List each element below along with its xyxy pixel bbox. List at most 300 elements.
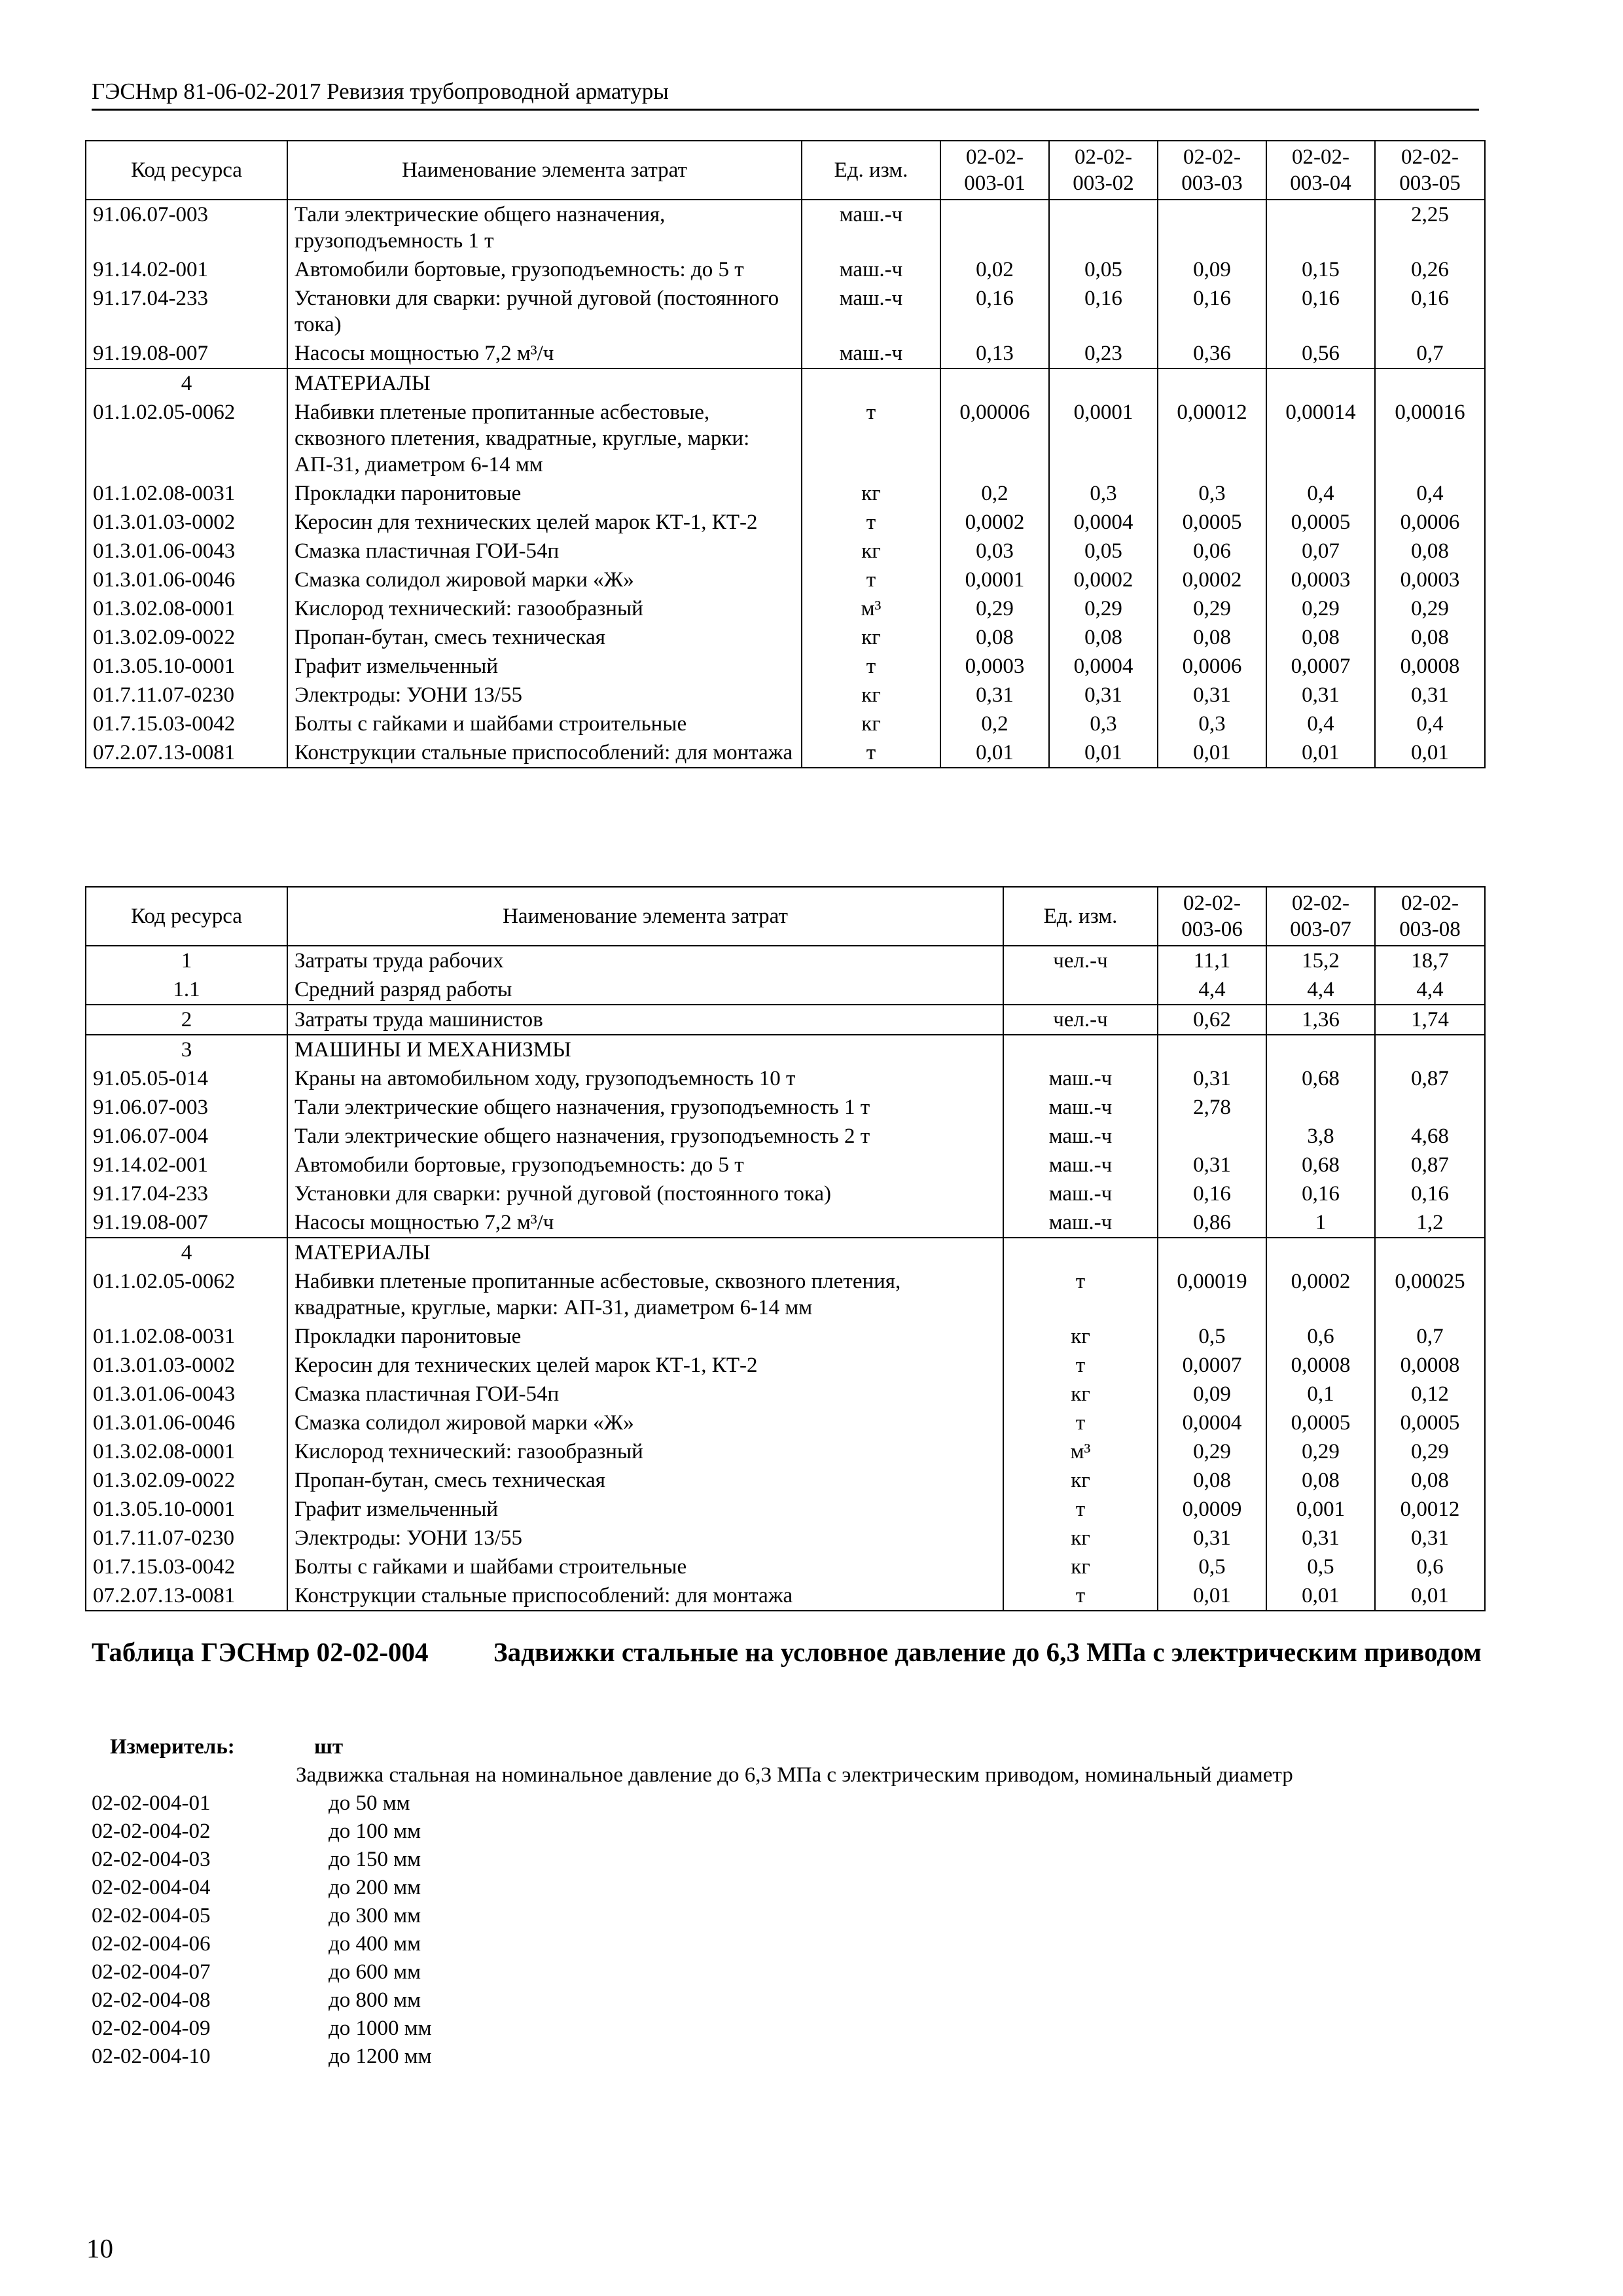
meter-item-text: до 150 мм xyxy=(329,1848,421,1871)
value-cell xyxy=(1266,368,1375,398)
column-header: Ед. изм. xyxy=(802,141,940,200)
resource-code-cell: 01.1.02.08-0031 xyxy=(86,1322,287,1351)
unit-cell: маш.-ч xyxy=(802,284,940,339)
value-cell: 0,0004 xyxy=(1049,652,1158,681)
resource-code-cell: 07.2.07.13-0081 xyxy=(86,1581,287,1611)
value-cell: 0,01 xyxy=(940,738,1049,768)
meter-item-code: 02-02-004-01 xyxy=(92,1791,211,1815)
table-row xyxy=(86,1351,1485,1380)
unit-cell: т xyxy=(802,398,940,479)
value-cell: 0,0002 xyxy=(1049,565,1158,594)
value-cell: 0,16 xyxy=(1266,284,1375,339)
value-cell: 0,5 xyxy=(1158,1322,1266,1351)
resource-name-cell: Тали электрические общего назначения, грузоподъемность 2 т xyxy=(287,1122,1003,1151)
resource-name-cell: Керосин для технических целей марок КТ-1, КТ-2 xyxy=(287,1351,1003,1380)
resource-name-cell: Затраты труда рабочих xyxy=(287,946,1003,975)
resource-code-cell: 01.1.02.08-0031 xyxy=(86,479,287,508)
value-cell: 0,29 xyxy=(1266,594,1375,623)
value-cell: 0,31 xyxy=(1375,681,1485,709)
value-cell: 0,4 xyxy=(1266,709,1375,738)
table-row xyxy=(86,508,1485,537)
table-row xyxy=(86,594,1485,623)
unit-cell: кг xyxy=(1003,1380,1158,1408)
resource-name-cell: Конструкции стальные приспособлений: для монтажа xyxy=(287,1581,1003,1611)
table-row xyxy=(86,200,1485,255)
unit-cell: маш.-ч xyxy=(1003,1122,1158,1151)
resource-code-cell: 3 xyxy=(86,1035,287,1064)
resource-code-cell: 07.2.07.13-0081 xyxy=(86,738,287,768)
table-row xyxy=(86,1122,1485,1151)
value-cell: 0,31 xyxy=(1158,1064,1266,1093)
column-header: 02-02- 003-01 xyxy=(940,141,1049,200)
unit-cell: маш.-ч xyxy=(1003,1208,1158,1238)
value-cell xyxy=(1266,1238,1375,1267)
resource-code-cell: 91.06.07-004 xyxy=(86,1122,287,1151)
unit-cell: маш.-ч xyxy=(1003,1064,1158,1093)
column-header: 02-02- 003-03 xyxy=(1158,141,1266,200)
value-cell: 3,8 xyxy=(1266,1122,1375,1151)
value-cell: 0,3 xyxy=(1049,479,1158,508)
value-cell: 2,78 xyxy=(1158,1093,1266,1122)
value-cell: 0,01 xyxy=(1049,738,1158,768)
meter-spacer xyxy=(92,1761,296,1789)
unit-cell: чел.-ч xyxy=(1003,946,1158,975)
resource-name-cell: Средний разряд работы xyxy=(287,975,1003,1005)
value-cell: 0,26 xyxy=(1375,255,1485,284)
resource-code-cell: 01.3.01.03-0002 xyxy=(86,508,287,537)
page-header xyxy=(92,77,1479,111)
table-row xyxy=(86,1208,1485,1238)
resource-name-cell: Набивки плетеные пропитанные асбестовые, сквозного плетения, квадратные, круглые, марки: АП-31, диаметром 6-14 мм xyxy=(287,1267,1003,1322)
table-row xyxy=(86,1495,1485,1524)
table-caption-title: Задвижки стальные на условное давление до 6,3 МПа с электрическим приводом xyxy=(493,1637,1482,1667)
value-cell: 2,25 xyxy=(1375,200,1485,255)
value-cell: 0,31 xyxy=(1158,681,1266,709)
table-row xyxy=(86,284,1485,339)
unit-cell: т xyxy=(1003,1495,1158,1524)
table-caption xyxy=(92,1635,1486,1669)
resource-code-cell: 2 xyxy=(86,1005,287,1035)
table-row xyxy=(86,1179,1485,1208)
unit-cell: маш.-ч xyxy=(1003,1093,1158,1122)
meter-item-code: 02-02-004-02 xyxy=(92,1820,211,1843)
resource-code-cell: 01.3.01.03-0002 xyxy=(86,1351,287,1380)
table-row xyxy=(86,1151,1485,1179)
value-cell: 0,2 xyxy=(940,479,1049,508)
resource-code-cell: 91.19.08-007 xyxy=(86,339,287,368)
resource-code-cell: 91.17.04-233 xyxy=(86,1179,287,1208)
value-cell: 4,4 xyxy=(1158,975,1266,1005)
resource-name-cell: Кислород технический: газообразный xyxy=(287,1437,1003,1466)
meter-unit: шт xyxy=(314,1735,344,1759)
unit-cell: маш.-ч xyxy=(802,255,940,284)
meter-item-code: 02-02-004-04 xyxy=(92,1876,211,1899)
value-cell: 0,0012 xyxy=(1375,1495,1485,1524)
resource-code-cell: 01.7.11.07-0230 xyxy=(86,681,287,709)
value-cell: 0,5 xyxy=(1158,1552,1266,1581)
column-header: 02-02- 003-08 xyxy=(1375,887,1485,946)
section-row xyxy=(86,1035,1485,1064)
resource-code-cell: 91.14.02-001 xyxy=(86,1151,287,1179)
value-cell: 0,29 xyxy=(1375,594,1485,623)
value-cell: 0,07 xyxy=(1266,537,1375,565)
value-cell: 0,08 xyxy=(1266,1466,1375,1495)
meter-item xyxy=(92,1818,1486,1846)
value-cell: 1,36 xyxy=(1266,1005,1375,1035)
resource-name-cell: МАТЕРИАЛЫ xyxy=(287,1238,1003,1267)
value-cell xyxy=(1266,1093,1375,1122)
value-cell: 0,0003 xyxy=(940,652,1049,681)
value-cell: 0,31 xyxy=(1266,681,1375,709)
value-cell: 0,00016 xyxy=(1375,398,1485,479)
value-cell: 0,01 xyxy=(1158,1581,1266,1611)
table-body xyxy=(86,946,1485,1611)
value-cell: 0,4 xyxy=(1375,479,1485,508)
resource-code-cell: 01.3.02.09-0022 xyxy=(86,623,287,652)
meter-item-text: до 1200 мм xyxy=(329,2045,432,2068)
value-cell: 0,0007 xyxy=(1266,652,1375,681)
value-cell: 0,16 xyxy=(1375,1179,1485,1208)
resource-name-cell: Болты с гайками и шайбами строительные xyxy=(287,709,802,738)
value-cell xyxy=(1158,200,1266,255)
resource-name-cell: Тали электрические общего назначения, грузоподъемность 1 т xyxy=(287,1093,1003,1122)
unit-cell: т xyxy=(1003,1267,1158,1322)
resource-name-cell: Графит измельченный xyxy=(287,652,802,681)
table-caption-code: Таблица ГЭСНмр 02-02-004 xyxy=(92,1637,429,1667)
resource-name-cell: Краны на автомобильном ходу, грузоподъемность 10 т xyxy=(287,1064,1003,1093)
column-header: 02-02- 003-04 xyxy=(1266,141,1375,200)
value-cell: 0,01 xyxy=(1158,738,1266,768)
resource-name-cell: Установки для сварки: ручной дуговой (постоянного тока) xyxy=(287,1179,1003,1208)
resource-table-2 xyxy=(85,886,1486,1611)
meter-item xyxy=(92,1958,1486,1986)
unit-cell: маш.-ч xyxy=(1003,1151,1158,1179)
column-header: Ед. изм. xyxy=(1003,887,1158,946)
value-cell: 0,3 xyxy=(1158,709,1266,738)
meter-block xyxy=(92,1733,1486,2071)
table-row xyxy=(86,339,1485,368)
value-cell xyxy=(1158,1238,1266,1267)
resource-name-cell: Графит измельченный xyxy=(287,1495,1003,1524)
unit-cell: т xyxy=(1003,1351,1158,1380)
column-header: 02-02- 003-07 xyxy=(1266,887,1375,946)
value-cell: 0,16 xyxy=(940,284,1049,339)
value-cell xyxy=(940,200,1049,255)
value-cell xyxy=(1375,368,1485,398)
value-cell: 0,68 xyxy=(1266,1064,1375,1093)
value-cell: 0,09 xyxy=(1158,1380,1266,1408)
page-number: 10 xyxy=(86,2233,113,2263)
resource-code-cell: 01.1.02.05-0062 xyxy=(86,1267,287,1322)
resource-name-cell: Смазка пластичная ГОИ-54п xyxy=(287,537,802,565)
value-cell: 0,16 xyxy=(1375,284,1485,339)
unit-cell: т xyxy=(802,652,940,681)
table-row xyxy=(86,1267,1485,1322)
value-cell: 0,00025 xyxy=(1375,1267,1485,1322)
meter-item xyxy=(92,1986,1486,2015)
resource-code-cell: 01.3.05.10-0001 xyxy=(86,652,287,681)
value-cell: 0,4 xyxy=(1266,479,1375,508)
resource-code-cell: 1.1 xyxy=(86,975,287,1005)
meter-item xyxy=(92,1902,1486,1930)
value-cell: 0,13 xyxy=(940,339,1049,368)
resource-name-cell: Электроды: УОНИ 13/55 xyxy=(287,681,802,709)
resource-code-cell: 01.3.01.06-0046 xyxy=(86,1408,287,1437)
value-cell: 0,5 xyxy=(1266,1552,1375,1581)
resource-code-cell: 4 xyxy=(86,368,287,398)
value-cell: 0,0006 xyxy=(1375,508,1485,537)
value-cell: 18,7 xyxy=(1375,946,1485,975)
value-cell: 0,03 xyxy=(940,537,1049,565)
unit-cell: чел.-ч xyxy=(1003,1005,1158,1035)
value-cell: 0,0002 xyxy=(1158,565,1266,594)
value-cell: 0,0008 xyxy=(1375,1351,1485,1380)
resource-name-cell: Смазка пластичная ГОИ-54п xyxy=(287,1380,1003,1408)
meter-item xyxy=(92,2015,1486,2043)
resource-table-1 xyxy=(85,140,1486,768)
value-cell: 0,0009 xyxy=(1158,1495,1266,1524)
table-row xyxy=(86,652,1485,681)
value-cell: 11,1 xyxy=(1158,946,1266,975)
unit-cell: т xyxy=(802,565,940,594)
resource-code-cell: 91.19.08-007 xyxy=(86,1208,287,1238)
value-cell xyxy=(1375,1238,1485,1267)
resource-name-cell: Насосы мощностью 7,2 м³/ч xyxy=(287,1208,1003,1238)
unit-cell: т xyxy=(802,508,940,537)
table-row xyxy=(86,738,1485,768)
unit-cell: м³ xyxy=(802,594,940,623)
table-row xyxy=(86,1437,1485,1466)
table-row xyxy=(86,1322,1485,1351)
value-cell: 0,56 xyxy=(1266,339,1375,368)
value-cell: 0,31 xyxy=(1266,1524,1375,1552)
resource-name-cell: Пропан-бутан, смесь техническая xyxy=(287,623,802,652)
value-cell: 4,4 xyxy=(1375,975,1485,1005)
value-cell: 0,0003 xyxy=(1375,565,1485,594)
value-cell: 0,0004 xyxy=(1158,1408,1266,1437)
column-header: Наименование элемента затрат xyxy=(287,887,1003,946)
resource-code-cell: 01.7.15.03-0042 xyxy=(86,1552,287,1581)
meter-row xyxy=(92,1733,1486,1761)
meter-item xyxy=(92,1846,1486,1874)
meter-item-text: до 50 мм xyxy=(329,1791,410,1815)
resource-name-cell: Керосин для технических целей марок КТ-1, КТ-2 xyxy=(287,508,802,537)
column-header: 02-02- 003-02 xyxy=(1049,141,1158,200)
value-cell: 1,74 xyxy=(1375,1005,1485,1035)
resource-code-cell: 01.3.01.06-0043 xyxy=(86,1380,287,1408)
value-cell: 0,0008 xyxy=(1375,652,1485,681)
section-row xyxy=(86,946,1485,975)
unit-cell: кг xyxy=(802,479,940,508)
value-cell: 0,86 xyxy=(1158,1208,1266,1238)
column-header: 02-02- 003-05 xyxy=(1375,141,1485,200)
unit-cell: маш.-ч xyxy=(1003,1179,1158,1208)
resource-name-cell: Затраты труда машинистов xyxy=(287,1005,1003,1035)
value-cell: 0,0004 xyxy=(1049,508,1158,537)
resource-code-cell: 91.05.05-014 xyxy=(86,1064,287,1093)
value-cell: 15,2 xyxy=(1266,946,1375,975)
value-cell: 0,0001 xyxy=(940,565,1049,594)
value-cell: 0,31 xyxy=(1049,681,1158,709)
value-cell: 0,00019 xyxy=(1158,1267,1266,1322)
value-cell: 0,29 xyxy=(1158,1437,1266,1466)
value-cell: 0,7 xyxy=(1375,339,1485,368)
value-cell: 0,00006 xyxy=(940,398,1049,479)
table-row xyxy=(86,479,1485,508)
unit-cell: кг xyxy=(1003,1466,1158,1495)
value-cell xyxy=(1266,1035,1375,1064)
value-cell: 0,16 xyxy=(1049,284,1158,339)
resource-code-cell: 01.3.01.06-0043 xyxy=(86,537,287,565)
unit-cell: кг xyxy=(802,681,940,709)
section-row xyxy=(86,368,1485,398)
table-row xyxy=(86,537,1485,565)
unit-cell: кг xyxy=(802,623,940,652)
table-header-row xyxy=(86,887,1485,946)
column-header: Код ресурса xyxy=(86,141,287,200)
value-cell: 0,08 xyxy=(1375,1466,1485,1495)
value-cell: 0,01 xyxy=(1375,1581,1485,1611)
value-cell: 0,87 xyxy=(1375,1064,1485,1093)
value-cell xyxy=(1158,1035,1266,1064)
value-cell xyxy=(1049,368,1158,398)
value-cell: 0,3 xyxy=(1158,479,1266,508)
value-cell: 0,08 xyxy=(1158,623,1266,652)
value-cell xyxy=(1158,368,1266,398)
meter-item-code: 02-02-004-08 xyxy=(92,1988,211,2012)
value-cell: 0,62 xyxy=(1158,1005,1266,1035)
value-cell: 0,09 xyxy=(1158,255,1266,284)
table-row xyxy=(86,255,1485,284)
table-row xyxy=(86,565,1485,594)
value-cell: 0,01 xyxy=(1266,738,1375,768)
table-row xyxy=(86,623,1485,652)
value-cell: 0,29 xyxy=(1266,1437,1375,1466)
value-cell: 0,16 xyxy=(1266,1179,1375,1208)
meter-item-text: до 800 мм xyxy=(329,1988,421,2012)
unit-cell: маш.-ч xyxy=(802,200,940,255)
unit-cell: т xyxy=(1003,1581,1158,1611)
resource-name-cell: МАШИНЫ И МЕХАНИЗМЫ xyxy=(287,1035,1003,1064)
table-row xyxy=(86,1524,1485,1552)
value-cell: 1 xyxy=(1266,1208,1375,1238)
value-cell: 0,3 xyxy=(1049,709,1158,738)
meter-item-text: до 1000 мм xyxy=(329,2017,432,2040)
table-row xyxy=(86,1093,1485,1122)
value-cell: 0,36 xyxy=(1158,339,1266,368)
table-row xyxy=(86,709,1485,738)
meter-item xyxy=(92,1874,1486,1902)
resource-code-cell: 01.1.02.05-0062 xyxy=(86,398,287,479)
value-cell: 0,001 xyxy=(1266,1495,1375,1524)
resource-name-cell: Прокладки паронитовые xyxy=(287,479,802,508)
value-cell: 0,2 xyxy=(940,709,1049,738)
meter-item-code: 02-02-004-07 xyxy=(92,1960,211,1984)
value-cell: 0,0008 xyxy=(1266,1351,1375,1380)
resource-code-cell: 01.3.02.08-0001 xyxy=(86,594,287,623)
unit-cell: кг xyxy=(1003,1552,1158,1581)
value-cell: 0,6 xyxy=(1266,1322,1375,1351)
unit-cell: м³ xyxy=(1003,1437,1158,1466)
meter-item-text: до 100 мм xyxy=(329,1820,421,1843)
resource-name-cell: Электроды: УОНИ 13/55 xyxy=(287,1524,1003,1552)
value-cell: 0,31 xyxy=(1158,1524,1266,1552)
column-header: Наименование элемента затрат xyxy=(287,141,802,200)
table-row xyxy=(86,1552,1485,1581)
value-cell: 0,01 xyxy=(1266,1581,1375,1611)
meter-label: Измеритель: xyxy=(110,1735,235,1759)
resource-code-cell: 01.7.11.07-0230 xyxy=(86,1524,287,1552)
resource-name-cell: Автомобили бортовые, грузоподъемность: до 5 т xyxy=(287,255,802,284)
unit-cell: кг xyxy=(802,537,940,565)
value-cell: 0,0002 xyxy=(940,508,1049,537)
meter-item-code: 02-02-004-10 xyxy=(92,2045,211,2068)
value-cell: 0,16 xyxy=(1158,1179,1266,1208)
document-title: ГЭСНмр 81-06-02-2017 Ревизия трубопроводной арматуры xyxy=(92,79,669,104)
unit-cell: маш.-ч xyxy=(802,339,940,368)
table-header-row xyxy=(86,141,1485,200)
value-cell: 0,0005 xyxy=(1158,508,1266,537)
value-cell: 0,08 xyxy=(1158,1466,1266,1495)
meter-item-list xyxy=(92,1789,1486,2071)
value-cell: 0,31 xyxy=(1158,1151,1266,1179)
resource-name-cell: Установки для сварки: ручной дуговой (постоянного тока) xyxy=(287,284,802,339)
value-cell: 0,05 xyxy=(1049,537,1158,565)
meter-description-row xyxy=(92,1761,1486,1789)
value-cell: 0,0003 xyxy=(1266,565,1375,594)
value-cell xyxy=(940,368,1049,398)
value-cell: 0,29 xyxy=(1158,594,1266,623)
table-row xyxy=(86,681,1485,709)
value-cell: 0,08 xyxy=(1049,623,1158,652)
unit-cell xyxy=(1003,1238,1158,1267)
meter-item-text: до 300 мм xyxy=(329,1904,421,1928)
value-cell: 0,23 xyxy=(1049,339,1158,368)
value-cell: 0,08 xyxy=(940,623,1049,652)
value-cell: 0,6 xyxy=(1375,1552,1485,1581)
resource-code-cell: 91.14.02-001 xyxy=(86,255,287,284)
resource-name-cell: Смазка солидол жировой марки «Ж» xyxy=(287,565,802,594)
resource-name-cell: Кислород технический: газообразный xyxy=(287,594,802,623)
value-cell: 0,00014 xyxy=(1266,398,1375,479)
value-cell: 0,15 xyxy=(1266,255,1375,284)
value-cell xyxy=(1375,1035,1485,1064)
resource-code-cell: 01.3.05.10-0001 xyxy=(86,1495,287,1524)
resource-name-cell: Смазка солидол жировой марки «Ж» xyxy=(287,1408,1003,1437)
value-cell xyxy=(1266,200,1375,255)
meter-item-code: 02-02-004-05 xyxy=(92,1904,211,1928)
value-cell: 1,2 xyxy=(1375,1208,1485,1238)
unit-cell xyxy=(1003,1035,1158,1064)
value-cell: 0,0005 xyxy=(1266,1408,1375,1437)
table-row xyxy=(86,1581,1485,1611)
resource-name-cell: Автомобили бортовые, грузоподъемность: до 5 т xyxy=(287,1151,1003,1179)
value-cell: 0,0005 xyxy=(1375,1408,1485,1437)
resource-code-cell: 91.17.04-233 xyxy=(86,284,287,339)
value-cell: 0,29 xyxy=(1375,1437,1485,1466)
value-cell: 0,87 xyxy=(1375,1151,1485,1179)
value-cell: 0,4 xyxy=(1375,709,1485,738)
value-cell: 0,29 xyxy=(940,594,1049,623)
table-row xyxy=(86,398,1485,479)
meter-description: Задвижка стальная на номинальное давление до 6,3 МПа с электрическим приводом, номинальный диаметр xyxy=(296,1763,1293,1787)
resource-code-cell: 01.7.15.03-0042 xyxy=(86,709,287,738)
meter-item-text: до 600 мм xyxy=(329,1960,421,1984)
section-row xyxy=(86,1005,1485,1035)
value-cell: 0,68 xyxy=(1266,1151,1375,1179)
section-row xyxy=(86,1238,1485,1267)
value-cell: 0,31 xyxy=(940,681,1049,709)
